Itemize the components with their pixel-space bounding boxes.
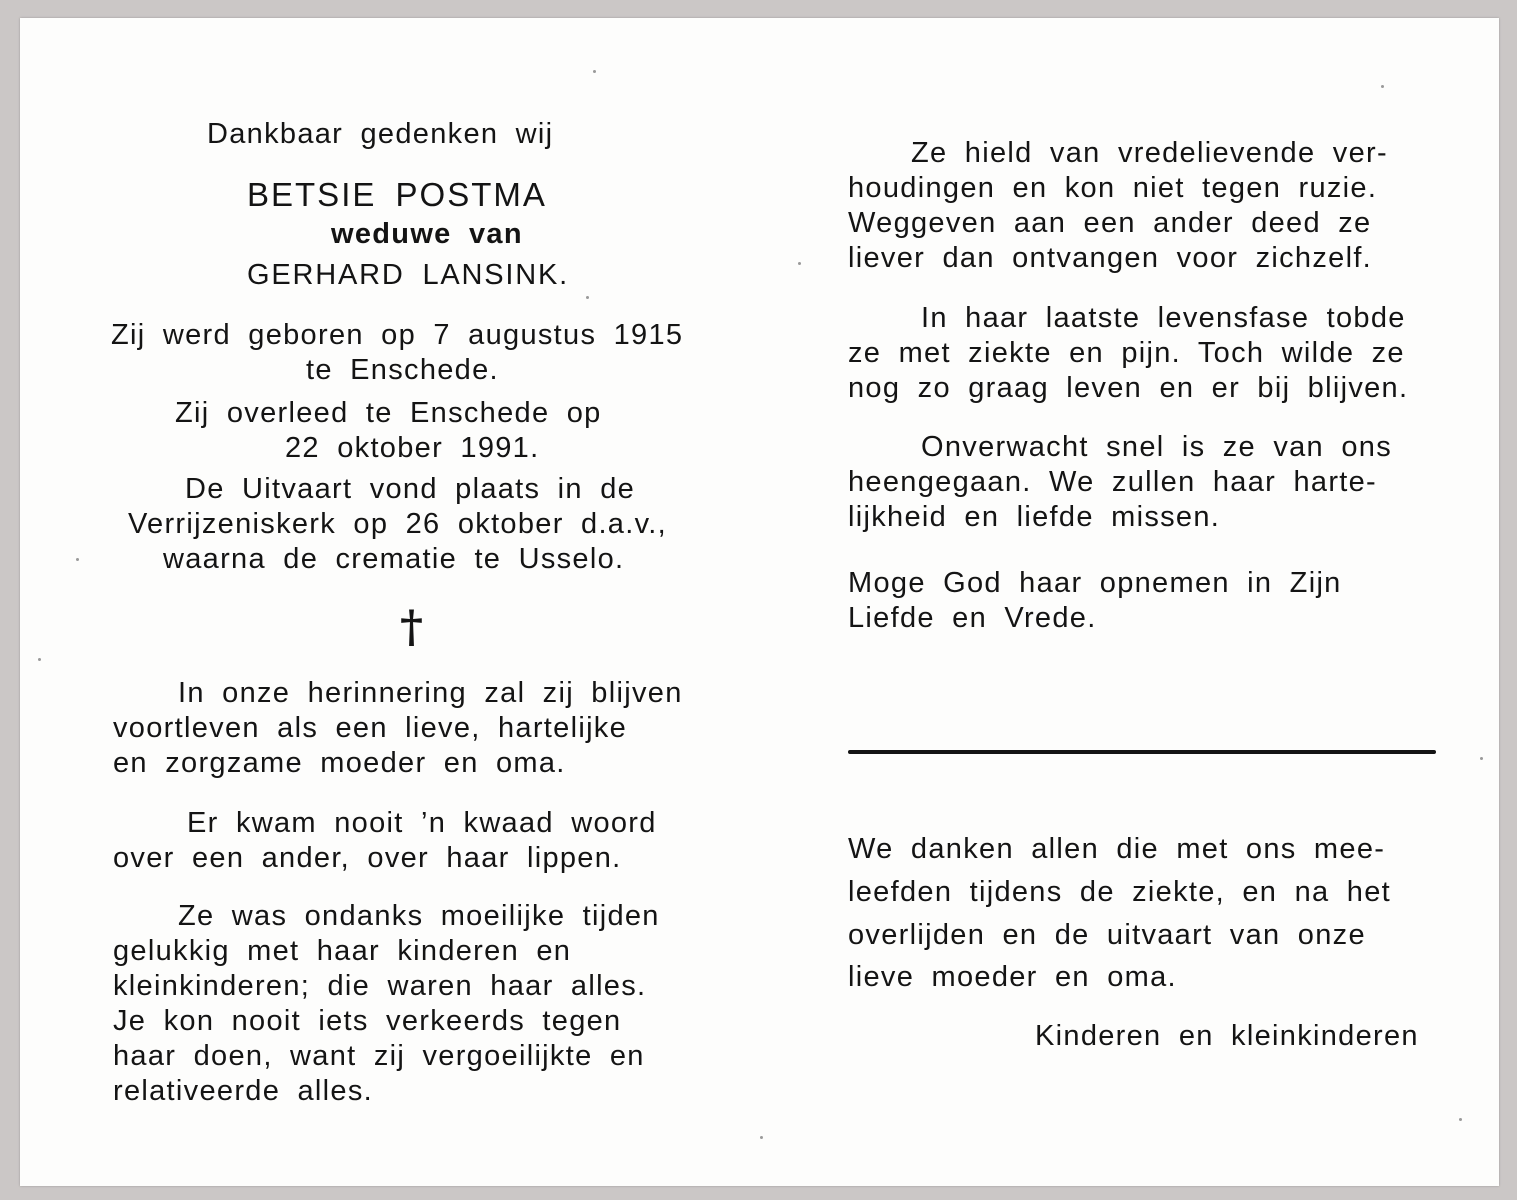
cross-icon: † xyxy=(400,602,424,653)
signature-text: Kinderen en kleinkinderen xyxy=(1035,1020,1419,1052)
happy-line-5: haar doen, want zij vergoeilijkte en xyxy=(113,1040,645,1072)
illness-line-2: ze met ziekte en pijn. Toch wilde ze xyxy=(848,337,1405,369)
funeral-line-2: Verrijzeniskerk op 26 oktober d.a.v., xyxy=(128,508,667,540)
thanks-line-4: lieve moeder en oma. xyxy=(848,961,1177,993)
illness-line-3: nog zo graag leven en er bij blijven. xyxy=(848,372,1409,404)
birth-line-2: te Enschede. xyxy=(306,354,499,386)
husband-name: GERHARD LANSINK. xyxy=(247,259,570,291)
sudden-line-3: lijkheid en liefde missen. xyxy=(848,501,1221,533)
peace-line-4: liever dan ontvangen voor zichzelf. xyxy=(848,242,1373,274)
death-line-2: 22 oktober 1991. xyxy=(285,432,540,464)
prayer-line-2: Liefde en Vrede. xyxy=(848,602,1097,634)
deceased-name: BETSIE POSTMA xyxy=(247,176,547,213)
paper-speck xyxy=(76,558,79,561)
paper-speck xyxy=(798,262,801,265)
thanks-line-1: We danken allen die met ons mee- xyxy=(848,833,1386,865)
paper-speck xyxy=(586,296,589,299)
paper-speck xyxy=(760,1136,763,1139)
memory-line-2: voortleven als een lieve, hartelijke xyxy=(113,712,628,744)
memory-line-1: In onze herinnering zal zij blijven xyxy=(178,677,683,709)
memory-line-3: en zorgzame moeder en oma. xyxy=(113,747,566,779)
word-line-2: over een ander, over haar lippen. xyxy=(113,842,622,874)
sudden-line-2: heengegaan. We zullen haar harte- xyxy=(848,466,1378,498)
birth-line-1: Zij werd geboren op 7 augustus 1915 xyxy=(111,319,684,351)
happy-line-6: relativeerde alles. xyxy=(113,1075,373,1107)
peace-line-2: houdingen en kon niet tegen ruzie. xyxy=(848,172,1378,204)
happy-line-4: Je kon nooit iets verkeerds tegen xyxy=(113,1005,622,1037)
divider-line xyxy=(848,750,1436,754)
sudden-line-1: Onverwacht snel is ze van ons xyxy=(921,431,1392,463)
thanks-line-2: leefden tijdens de ziekte, en na het xyxy=(848,876,1392,908)
paper-speck xyxy=(38,658,41,661)
word-line-1: Er kwam nooit ’n kwaad woord xyxy=(187,807,657,839)
happy-line-1: Ze was ondanks moeilijke tijden xyxy=(178,900,660,932)
happy-line-3: kleinkinderen; die waren haar alles. xyxy=(113,970,647,1002)
thanks-line-3: overlijden en de uitvaart van onze xyxy=(848,919,1366,951)
paper-speck xyxy=(1459,1118,1462,1121)
paper-speck xyxy=(593,70,596,73)
peace-line-1: Ze hield van vredelievende ver- xyxy=(911,137,1388,169)
death-line-1: Zij overleed te Enschede op xyxy=(175,397,602,429)
funeral-line-1: De Uitvaart vond plaats in de xyxy=(185,473,636,505)
paper-speck xyxy=(1381,85,1384,88)
funeral-line-3: waarna de crematie te Usselo. xyxy=(163,543,625,575)
prayer-line-1: Moge God haar opnemen in Zijn xyxy=(848,567,1342,599)
intro-text: Dankbaar gedenken wij xyxy=(207,118,554,150)
illness-line-1: In haar laatste levensfase tobde xyxy=(921,302,1406,334)
paper-speck xyxy=(1480,757,1483,760)
happy-line-2: gelukkig met haar kinderen en xyxy=(113,935,572,967)
widow-of-text: weduwe van xyxy=(331,218,523,250)
peace-line-3: Weggeven aan een ander deed ze xyxy=(848,207,1372,239)
